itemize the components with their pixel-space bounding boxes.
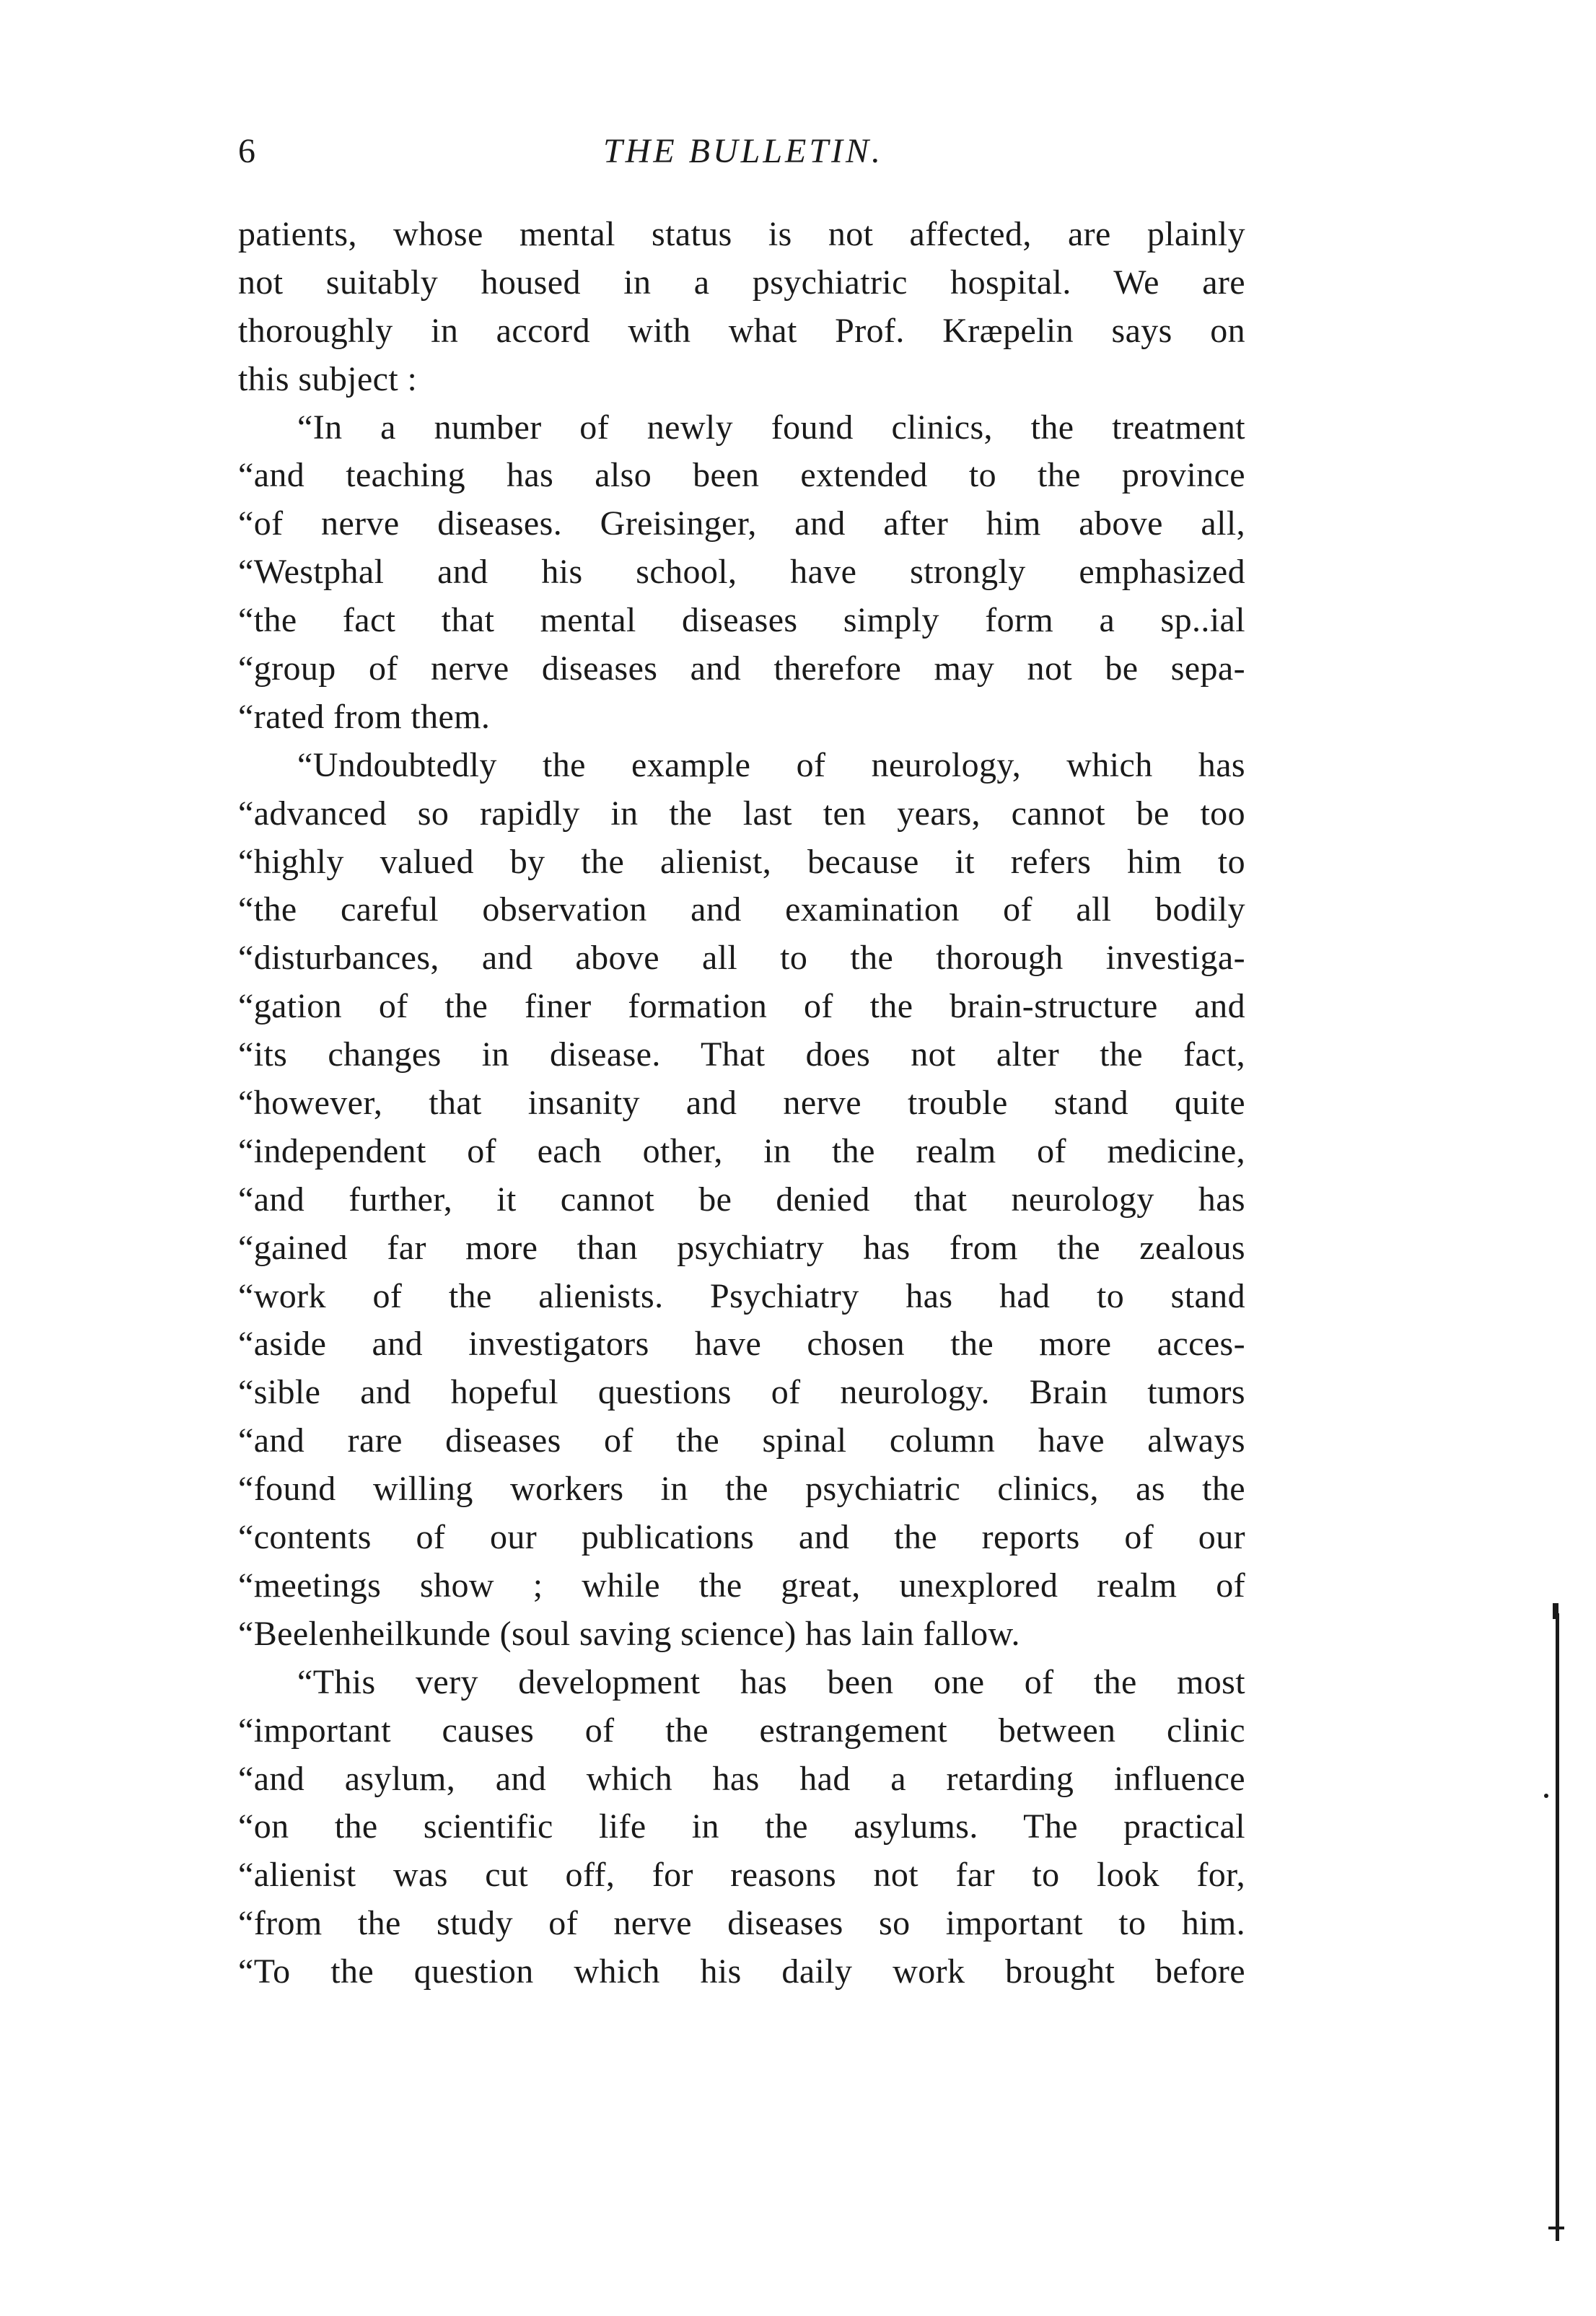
- text-line: “advanced so rapidly in the last ten years, cannot be too: [238, 794, 1245, 833]
- text-line: “the fact that mental diseases simply form a sp..ial: [238, 601, 1245, 640]
- text-line: “This very development has been one of the most: [297, 1662, 1245, 1701]
- text-line: “group of nerve diseases and therefore may not be sepa-: [238, 649, 1245, 688]
- text-line: “and further, it cannot be denied that neurology has: [238, 1180, 1245, 1219]
- body-text: [238, 211, 1245, 1996]
- text-line: “Westphal and his school, have strongly emphasized: [238, 553, 1245, 592]
- text-line: “however, that insanity and nerve trouble stand quite: [238, 1084, 1245, 1123]
- text-line: “on the scientific life in the asylums. The practical: [238, 1807, 1245, 1846]
- text-line: “gained far more than psychiatry has from the zealous: [238, 1228, 1245, 1267]
- text-line: “important causes of the estrangement between clinic: [238, 1711, 1245, 1750]
- text-line: “disturbances, and above all to the thorough investiga-: [238, 939, 1245, 978]
- text-line: “its changes in disease. That does not alter the fact,: [238, 1035, 1245, 1074]
- text-line: “Beelenheilkunde (soul saving science) has lain fallow.: [238, 1614, 1020, 1653]
- text-line: this subject :: [238, 359, 418, 398]
- margin-rule-foot: [1548, 2227, 1564, 2229]
- text-line: “alienist was cut off, for reasons not far to look for,: [238, 1856, 1245, 1895]
- margin-rule: [1556, 1613, 1559, 2241]
- text-line: “found willing workers in the psychiatric clinics, as the: [238, 1470, 1245, 1509]
- text-line: “To the question which his daily work brought before: [238, 1952, 1245, 1991]
- text-line: “from the study of nerve diseases so important to him.: [238, 1904, 1245, 1943]
- text-line: “contents of our publications and the reports of our: [238, 1518, 1245, 1557]
- text-line: “aside and investigators have chosen the more acces-: [238, 1325, 1245, 1364]
- text-line: “gation of the finer formation of the brain-structure and: [238, 987, 1245, 1026]
- text-line: “the careful observation and examination of all bodily: [238, 890, 1245, 929]
- text-line: “work of the alienists. Psychiatry has had to stand: [238, 1276, 1245, 1315]
- text-line: “and teaching has also been extended to the province: [238, 456, 1245, 495]
- text-line: “and rare diseases of the spinal column have always: [238, 1421, 1245, 1460]
- text-line: “highly valued by the alienist, because it refers him to: [238, 842, 1245, 881]
- running-title: THE BULLETIN.: [602, 132, 884, 170]
- text-line: not suitably housed in a psychiatric hospital. We are: [238, 263, 1245, 302]
- text-line: “sible and hopeful questions of neurology. Brain tumors: [238, 1373, 1245, 1412]
- margin-mark: [1544, 1794, 1548, 1798]
- text-line: “and asylum, and which has had a retarding influence: [238, 1759, 1245, 1798]
- text-line: patients, whose mental status is not affected, are plainly: [238, 215, 1245, 253]
- text-line: “independent of each other, in the realm of medicine,: [238, 1131, 1245, 1170]
- text-line: “In a number of newly found clinics, the treatment: [297, 408, 1245, 447]
- text-line: “of nerve diseases. Greisinger, and after him above all,: [238, 504, 1245, 543]
- text-line: “meetings show ; while the great, unexplored realm of: [238, 1566, 1245, 1605]
- text-line: “rated from them.: [238, 697, 491, 736]
- text-line: thoroughly in accord with what Prof. Kræpelin says on: [238, 311, 1245, 350]
- page-number: 6: [238, 132, 255, 170]
- running-head: [238, 123, 1248, 180]
- text-line: “Undoubtedly the example of neurology, which has: [297, 745, 1245, 784]
